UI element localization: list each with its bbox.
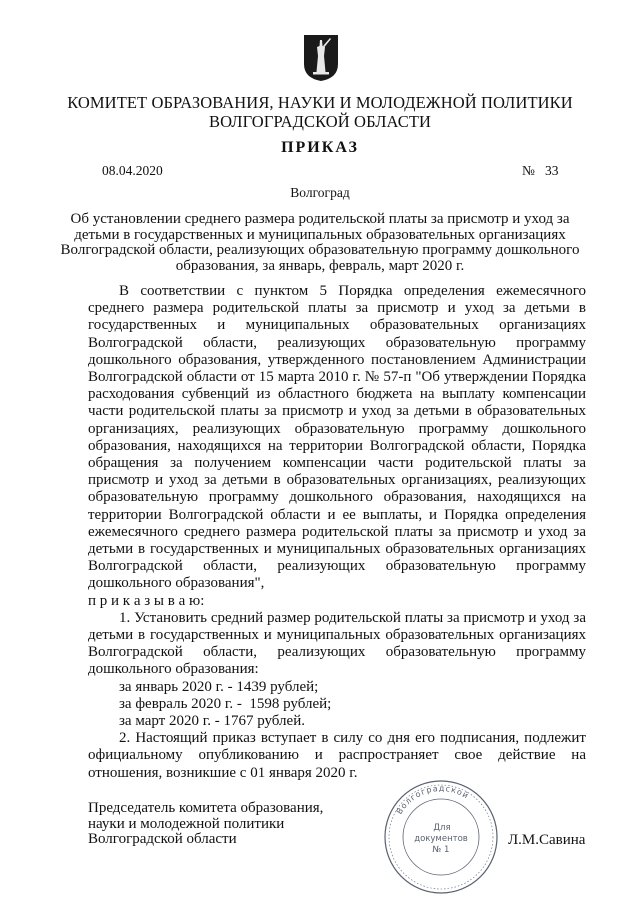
fee-march: за март 2020 г. - 1767 рублей. (119, 713, 305, 730)
order-word: п р и к а з ы в а ю: (88, 592, 205, 609)
signatory-position-line-2: науки и молодежной политики (88, 815, 285, 832)
stamp-center-line-1: Для (433, 823, 451, 833)
stamp-ring-text: Волгоградской (394, 783, 471, 816)
document-type: ПРИКАЗ (281, 139, 359, 156)
organization-name-line-2: ВОЛГОГРАДСКОЙ ОБЛАСТИ (208, 112, 432, 131)
order-subject: Об установлении среднего размера родительской платы за присмотр и уход за детьми в государственных и муниципальных образовательных организациях Волгоградской области, реализующих образовательную программу дошкольного образования, за январь, февраль, март 2020 г. (60, 211, 580, 274)
order-date: 08.04.2020 (102, 163, 163, 178)
fee-january: за январь 2020 г. - 1439 рублей; (119, 678, 319, 695)
fee-february: за февраль 2020 г. - 1598 рублей; (119, 695, 332, 712)
signatory-position-line-3: Волгоградской области (88, 831, 237, 847)
order-number: № 33 (522, 163, 559, 178)
item-2-paragraph: 2. Настоящий приказ вступает в силу со дня его подписания, подлежит официальному опубликованию и распространяет свое действие на отношения, возникшие с 01 января 2020 г. (88, 730, 586, 781)
signatory-position (88, 801, 323, 848)
signatory-name: Л.М.Савина (508, 832, 586, 848)
official-stamp (382, 778, 500, 896)
stamp-center-line-2: документов (414, 834, 468, 844)
city: Волгоград (290, 185, 350, 200)
stamp-center-line-3: № 1 (432, 845, 450, 855)
signatory-position-line-1: Председатель комитета образования, (88, 800, 324, 816)
volgograd-coat-of-arms-icon (303, 34, 339, 82)
item-1-paragraph: 1. Установить средний размер родительской платы за присмотр и уход за детьми в государственных и муниципальных образовательных организациях Волгоградской области, реализующих образовательную программу дошкольного образования: (88, 609, 586, 678)
order-body (88, 283, 586, 782)
organization-name-line-1: КОМИТЕТ ОБРАЗОВАНИЯ, НАУКИ И МОЛОДЕЖНОЙ ПОЛИТИКИ (67, 93, 573, 112)
preamble-paragraph: В соответствии с пунктом 5 Порядка определения ежемесячного среднего размера родительской платы за присмотр и уход за детьми в государственных и муниципальных образовательных организациях Волгоградской области, реализующих образовательную программу дошкольного образования, утвержденного постановлением Администрации Волгоградской области от 15 марта 2010 г. № 57-п "Об утверждении Порядка расходования субвенций из областного бюджета на выплату компенсации части родительской платы за присмотр и уход за детьми в образовательных организациях, реализующих образовательную программу дошкольного образования, находящихся на территории Волгоградской области, Порядка обращения за получением компенсации части родительской платы за присмотр и уход за детьми в образовательных организациях, реализующих образовательную программу дошкольного образования, находящихся на территории Волгоградской области и ее выплаты, и Порядка определения ежемесячного среднего размера родительской платы за присмотр и уход за детьми в государственных и муниципальных образовательных организациях Волгоградской области, реализующих образовательную программу дошкольного образования", (88, 283, 586, 592)
